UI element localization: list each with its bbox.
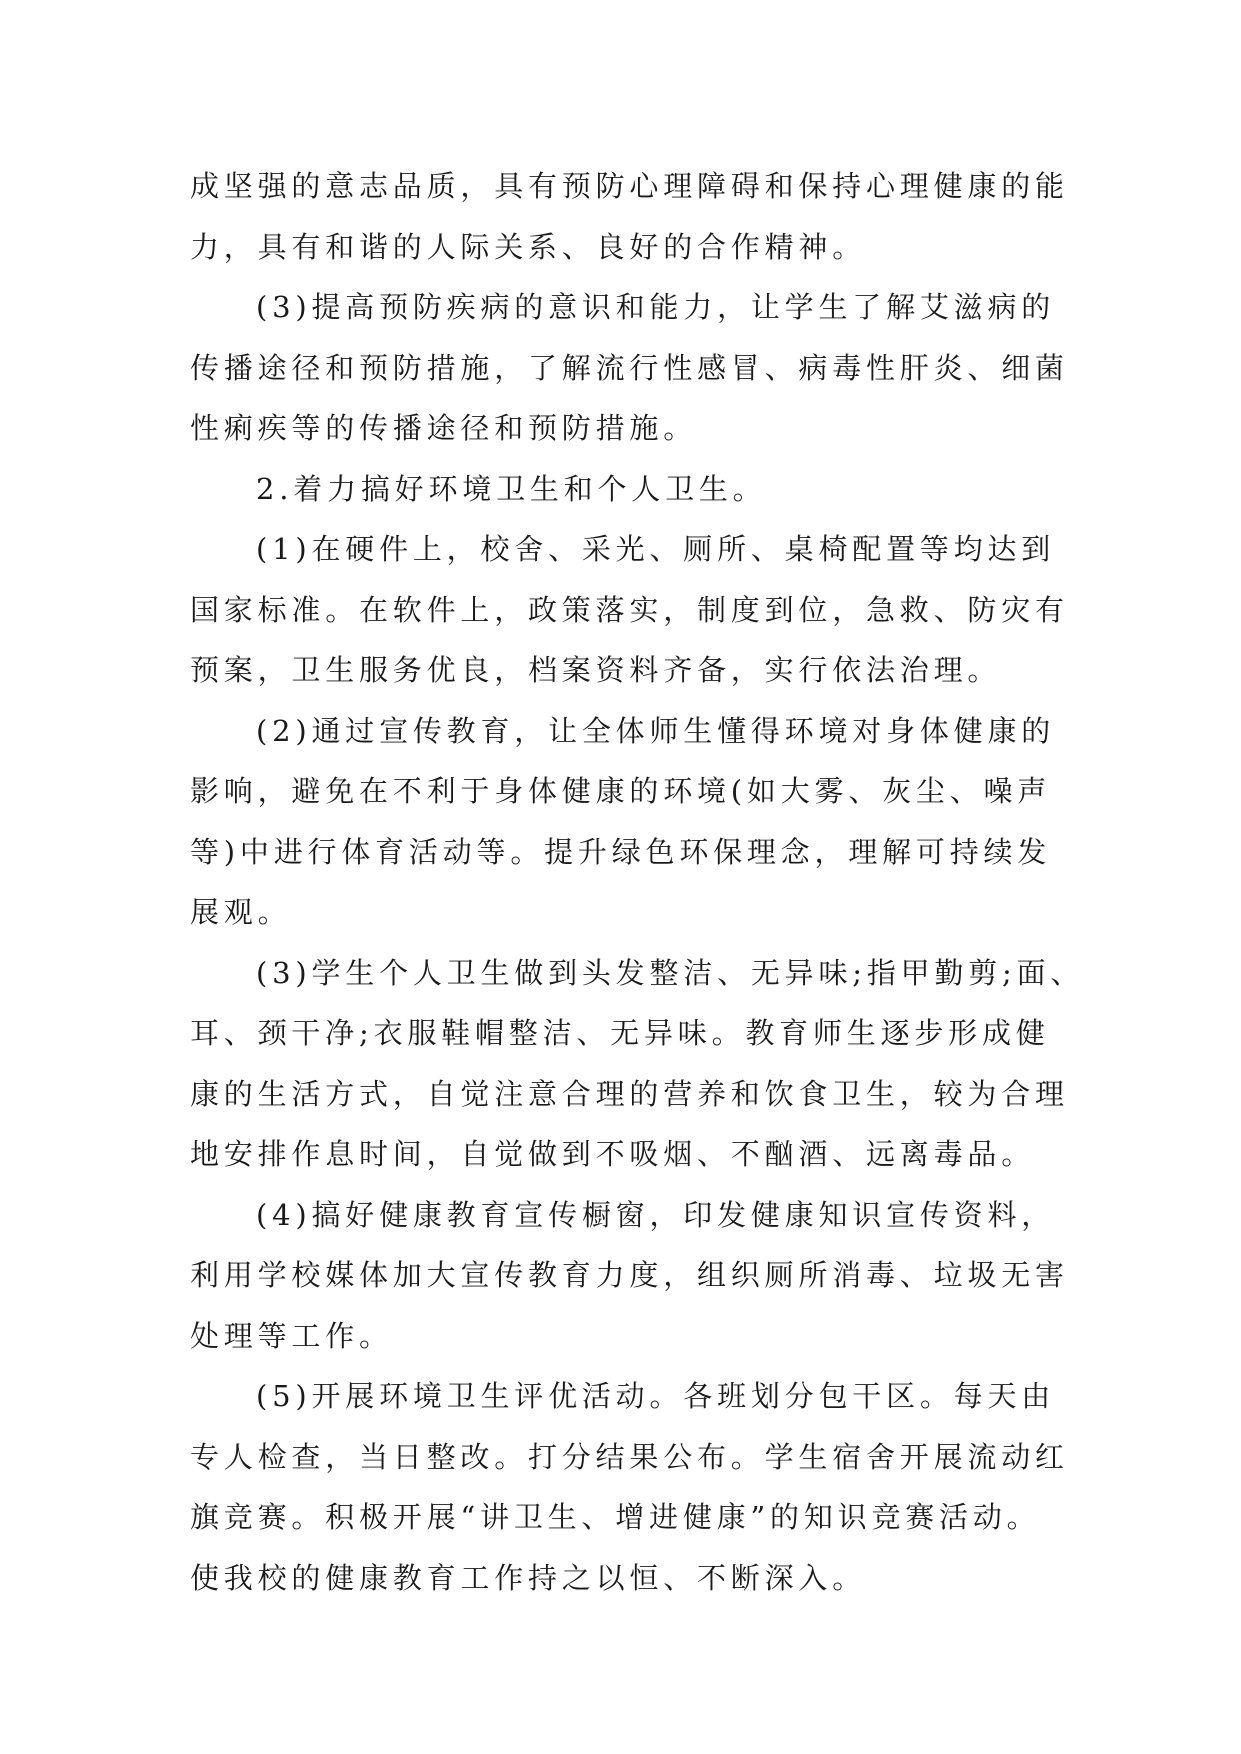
text-line: 传播途径和预防措施，了解流行性感冒、病毒性肝炎、细菌 [190,350,1069,385]
text-line: (2)通过宣传教育，让全体师生懂得环境对身体健康的 [256,713,1056,748]
body-text [190,156,1085,1608]
text-line: 专人检查，当日整改。打分结果公布。学生宿舍开展流动红 [190,1439,1069,1474]
text-line: (1)在硬件上，校舍、采光、厕所、桌椅配置等均达到 [256,532,1056,566]
text-line: 性痢疾等的传播途径和预防措施。 [190,411,698,445]
text-line: (3)提高预防疾病的意识和能力，让学生了解艾滋病的 [256,290,1056,324]
text-line: 预案，卫生服务优良，档案资料齐备，实行依法治理。 [190,653,1002,687]
text-line: 利用学校媒体加大宣传教育力度，组织厕所消毒、垃圾无害 [190,1258,1069,1292]
text-line: 地安排作息时间，自觉做到不吸烟、不酗酒、远离毒品。 [190,1137,1036,1171]
text-line: 使我校的健康教育工作持之以恒、不断深入。 [190,1560,867,1595]
text-line: (3)学生个人卫生做到头发整洁、无异味;指甲勤剪;面、 [256,955,1085,990]
text-line: 成坚强的意志品质，具有预防心理障碍和保持心理健康的能 [190,169,1069,203]
text-line: 国家标准。在软件上，政策落实，制度到位，急救、防灾有 [190,592,1069,627]
text-line: 等)中进行体育活动等。提升绿色环保理念，理解可持续发 [190,834,1052,869]
section-heading: 2.着力搞好环境卫生和个人卫生。 [256,471,767,506]
text-line: 影响，避免在不利于身体健康的环境(如大雾、灰尘、噪声 [190,774,1052,808]
text-line: (5)开展环境卫生评优活动。各班划分包干区。每天由 [256,1379,1056,1413]
text-line: 展观。 [190,895,292,929]
text-line: (4)搞好健康教育宣传橱窗，印发健康知识宣传资料， [256,1197,1056,1232]
text-line: 旗竞赛。积极开展“讲卫生、增进健康”的知识竞赛活动。 [190,1500,1041,1534]
text-line: 处理等工作。 [190,1318,393,1353]
text-line: 康的生活方式，自觉注意合理的营养和饮食卫生，较为合理 [190,1076,1069,1111]
text-line: 耳、颈干净;衣服鞋帽整洁、无异味。教育师生逐步形成健 [190,1016,1050,1050]
text-line: 力，具有和谐的人际关系、良好的合作精神。 [190,229,867,264]
